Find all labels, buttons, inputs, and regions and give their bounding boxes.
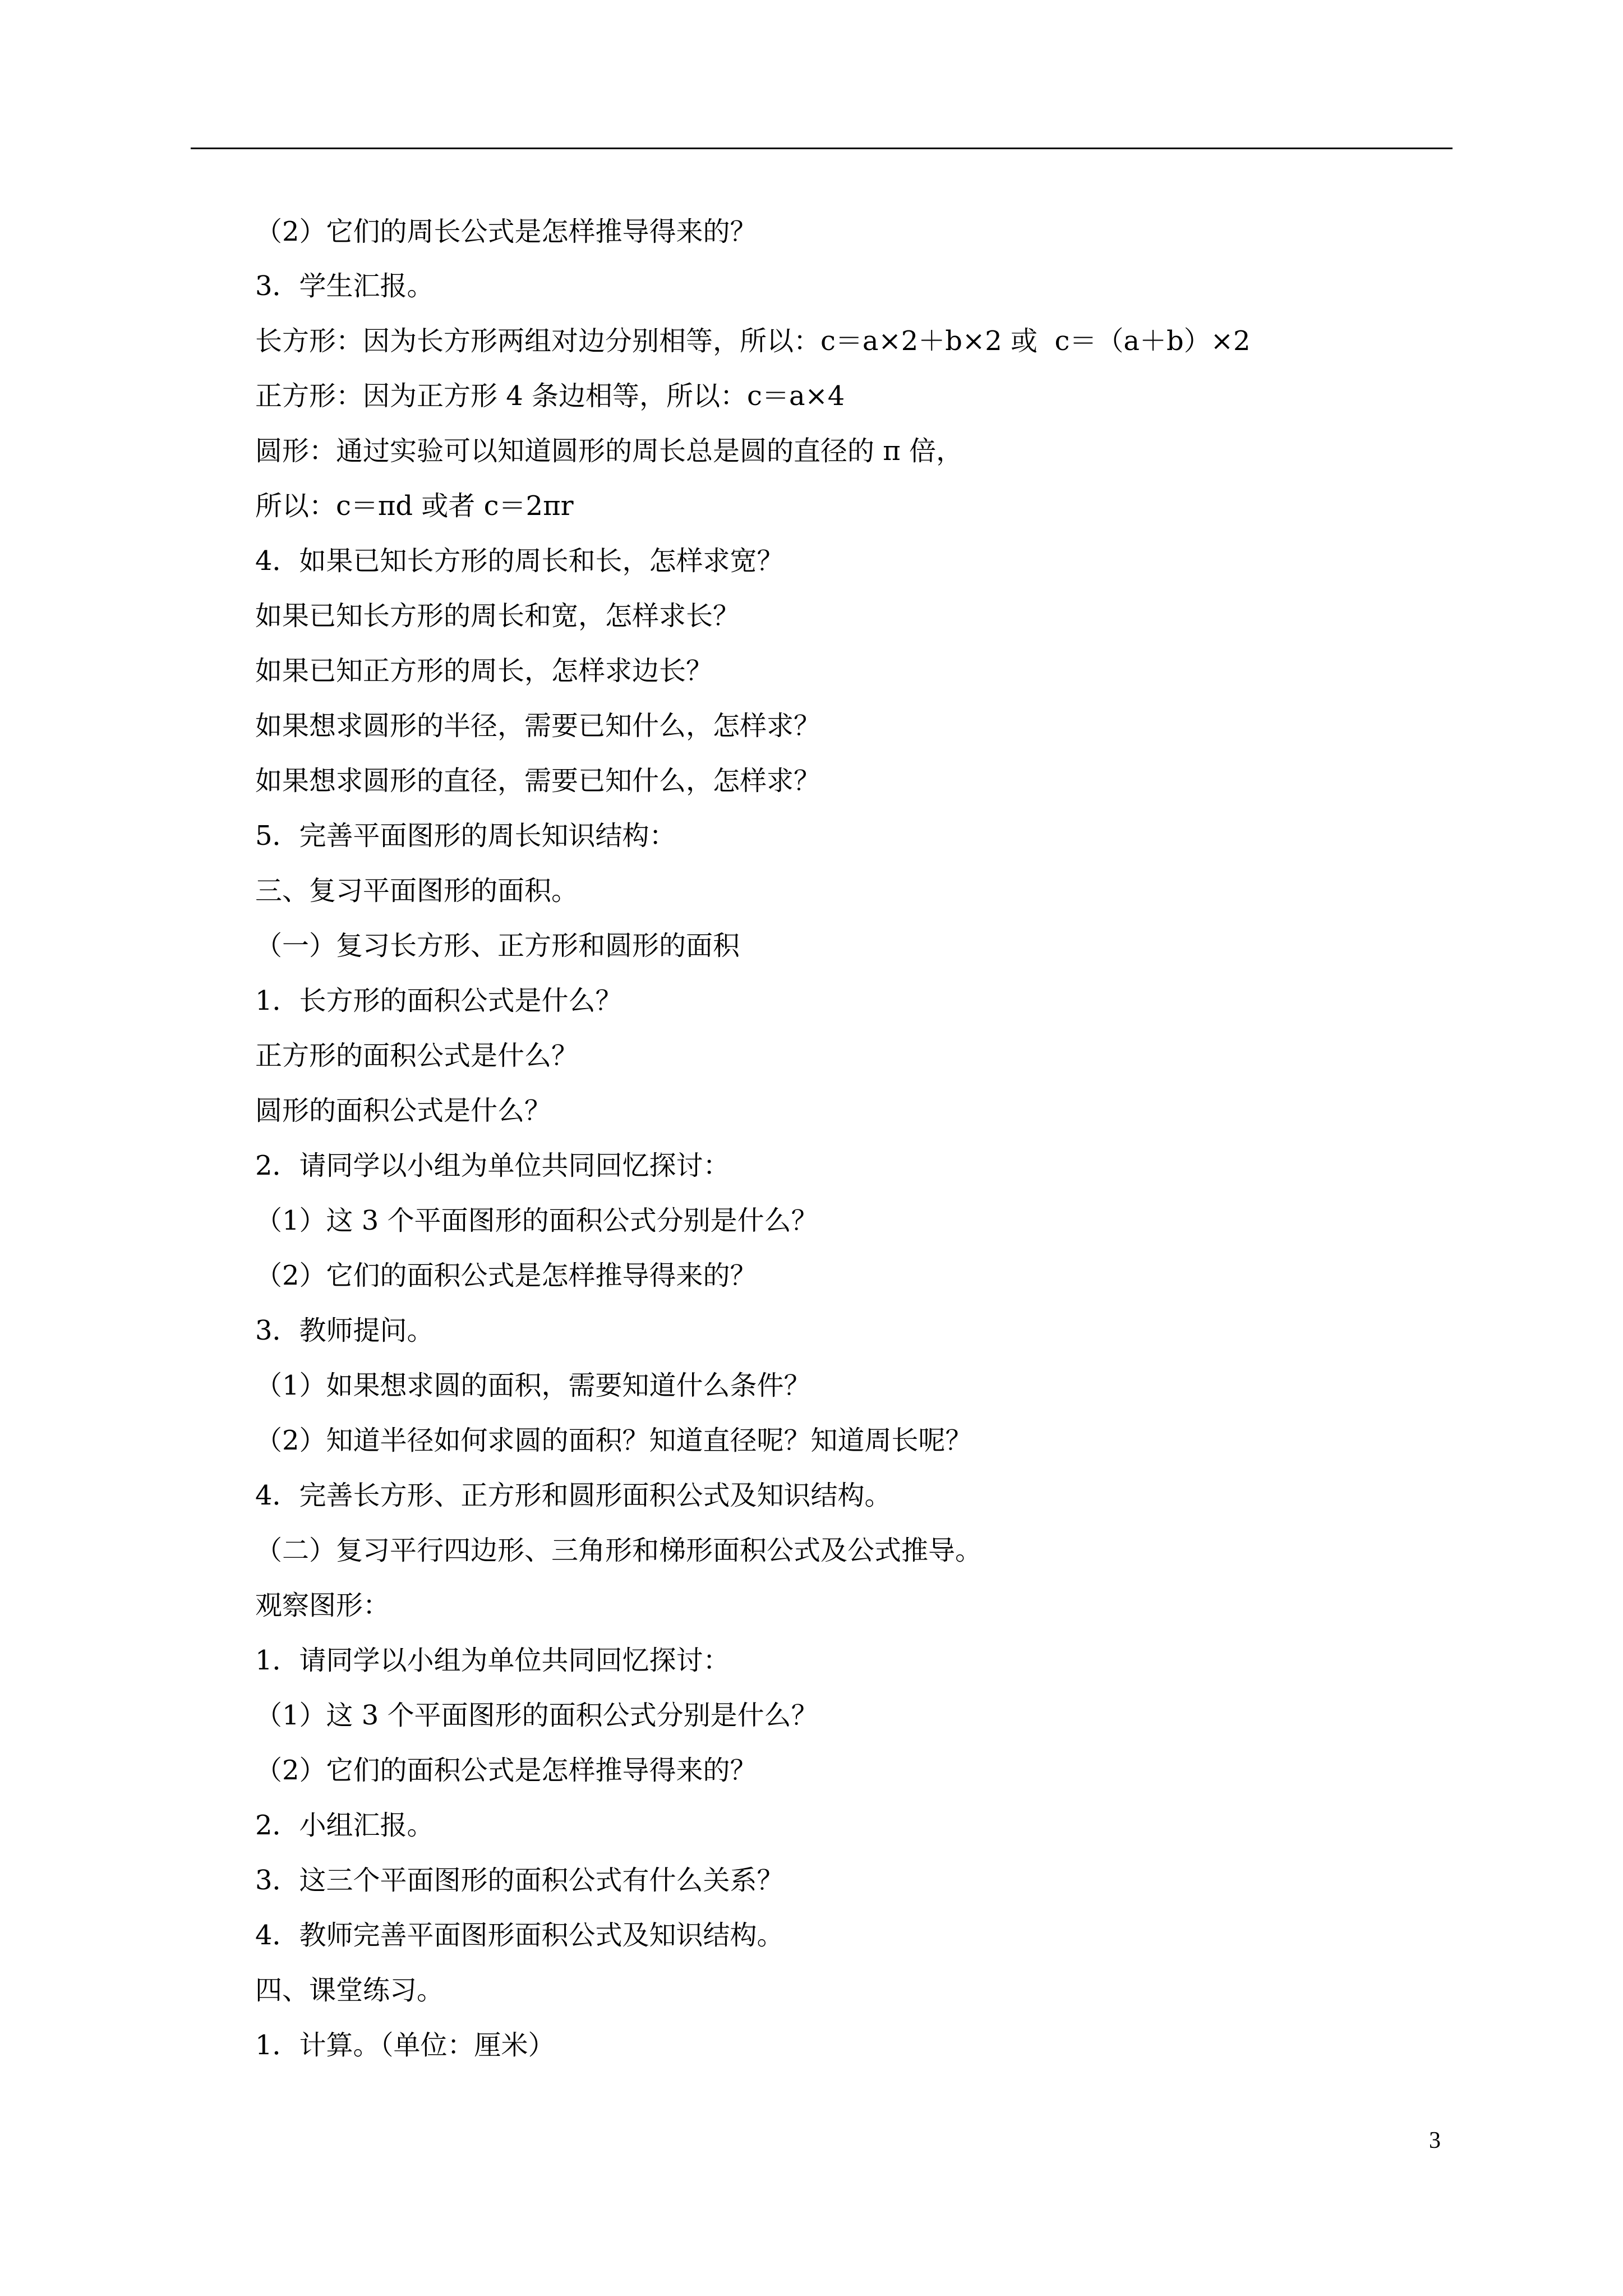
text-line: 4．如果已知长方形的周长和长，怎样求宽？ bbox=[255, 545, 784, 577]
text-line: 3．教师提问。 bbox=[255, 1315, 434, 1346]
text-line: （2）它们的面积公式是怎样推导得来的？ bbox=[255, 1260, 757, 1291]
text-line: 1．长方形的面积公式是什么？ bbox=[255, 985, 623, 1016]
text-line: （2）它们的面积公式是怎样推导得来的？ bbox=[255, 1755, 757, 1786]
header-rule bbox=[191, 148, 1453, 149]
text-line: 如果已知正方形的周长，怎样求边长？ bbox=[255, 655, 713, 687]
text-line: 2．小组汇报。 bbox=[255, 1810, 434, 1841]
text-line: 4．完善长方形、正方形和圆形面积公式及知识结构。 bbox=[255, 1480, 892, 1511]
text-line: 所以：c＝πd 或者 c＝2πr bbox=[255, 490, 574, 522]
text-line: （2）知道半径如何求圆的面积？知道直径呢？知道周长呢？ bbox=[255, 1425, 972, 1456]
page-number: 3 bbox=[1429, 2128, 1441, 2154]
text-line: 四、课堂练习。 bbox=[255, 1975, 444, 2006]
text-line: （二）复习平行四边形、三角形和梯形面积公式及公式推导。 bbox=[255, 1535, 983, 1566]
text-line: 长方形：因为长方形两组对边分别相等，所以：c＝a×2＋b×2 或 c＝（a＋b）×2 bbox=[255, 325, 1251, 357]
text-line: 正方形的面积公式是什么？ bbox=[255, 1040, 579, 1071]
text-line: 三、复习平面图形的面积。 bbox=[255, 875, 579, 907]
text-line: 圆形的面积公式是什么？ bbox=[255, 1095, 552, 1126]
text-line: （1）这 3 个平面图形的面积公式分别是什么？ bbox=[255, 1205, 818, 1236]
text-line: 圆形：通过实验可以知道圆形的周长总是圆的直径的 π 倍， bbox=[255, 435, 963, 467]
text-line: 如果想求圆形的半径，需要已知什么，怎样求？ bbox=[255, 710, 821, 742]
text-line: 5．完善平面图形的周长知识结构： bbox=[255, 820, 676, 852]
text-line: 1．计算。（单位：厘米） bbox=[255, 2030, 555, 2061]
text-line: 3．这三个平面图形的面积公式有什么关系？ bbox=[255, 1865, 784, 1896]
text-line: 观察图形： bbox=[255, 1590, 390, 1621]
text-line: 3．学生汇报。 bbox=[255, 270, 434, 302]
text-line: 正方形：因为正方形 4 条边相等，所以：c＝a×4 bbox=[255, 380, 845, 412]
text-line: 如果已知长方形的周长和宽，怎样求长？ bbox=[255, 600, 740, 632]
text-line: 4．教师完善平面图形面积公式及知识结构。 bbox=[255, 1920, 784, 1951]
text-line: 2．请同学以小组为单位共同回忆探讨： bbox=[255, 1150, 730, 1181]
text-line: （1）这 3 个平面图形的面积公式分别是什么？ bbox=[255, 1700, 818, 1731]
text-line: （一）复习长方形、正方形和圆形的面积 bbox=[255, 930, 740, 961]
text-line: （2）它们的周长公式是怎样推导得来的？ bbox=[255, 216, 757, 247]
text-line: 如果想求圆形的直径，需要已知什么，怎样求？ bbox=[255, 765, 821, 797]
text-line: （1）如果想求圆的面积，需要知道什么条件？ bbox=[255, 1370, 811, 1401]
text-line: 1．请同学以小组为单位共同回忆探讨： bbox=[255, 1645, 730, 1676]
